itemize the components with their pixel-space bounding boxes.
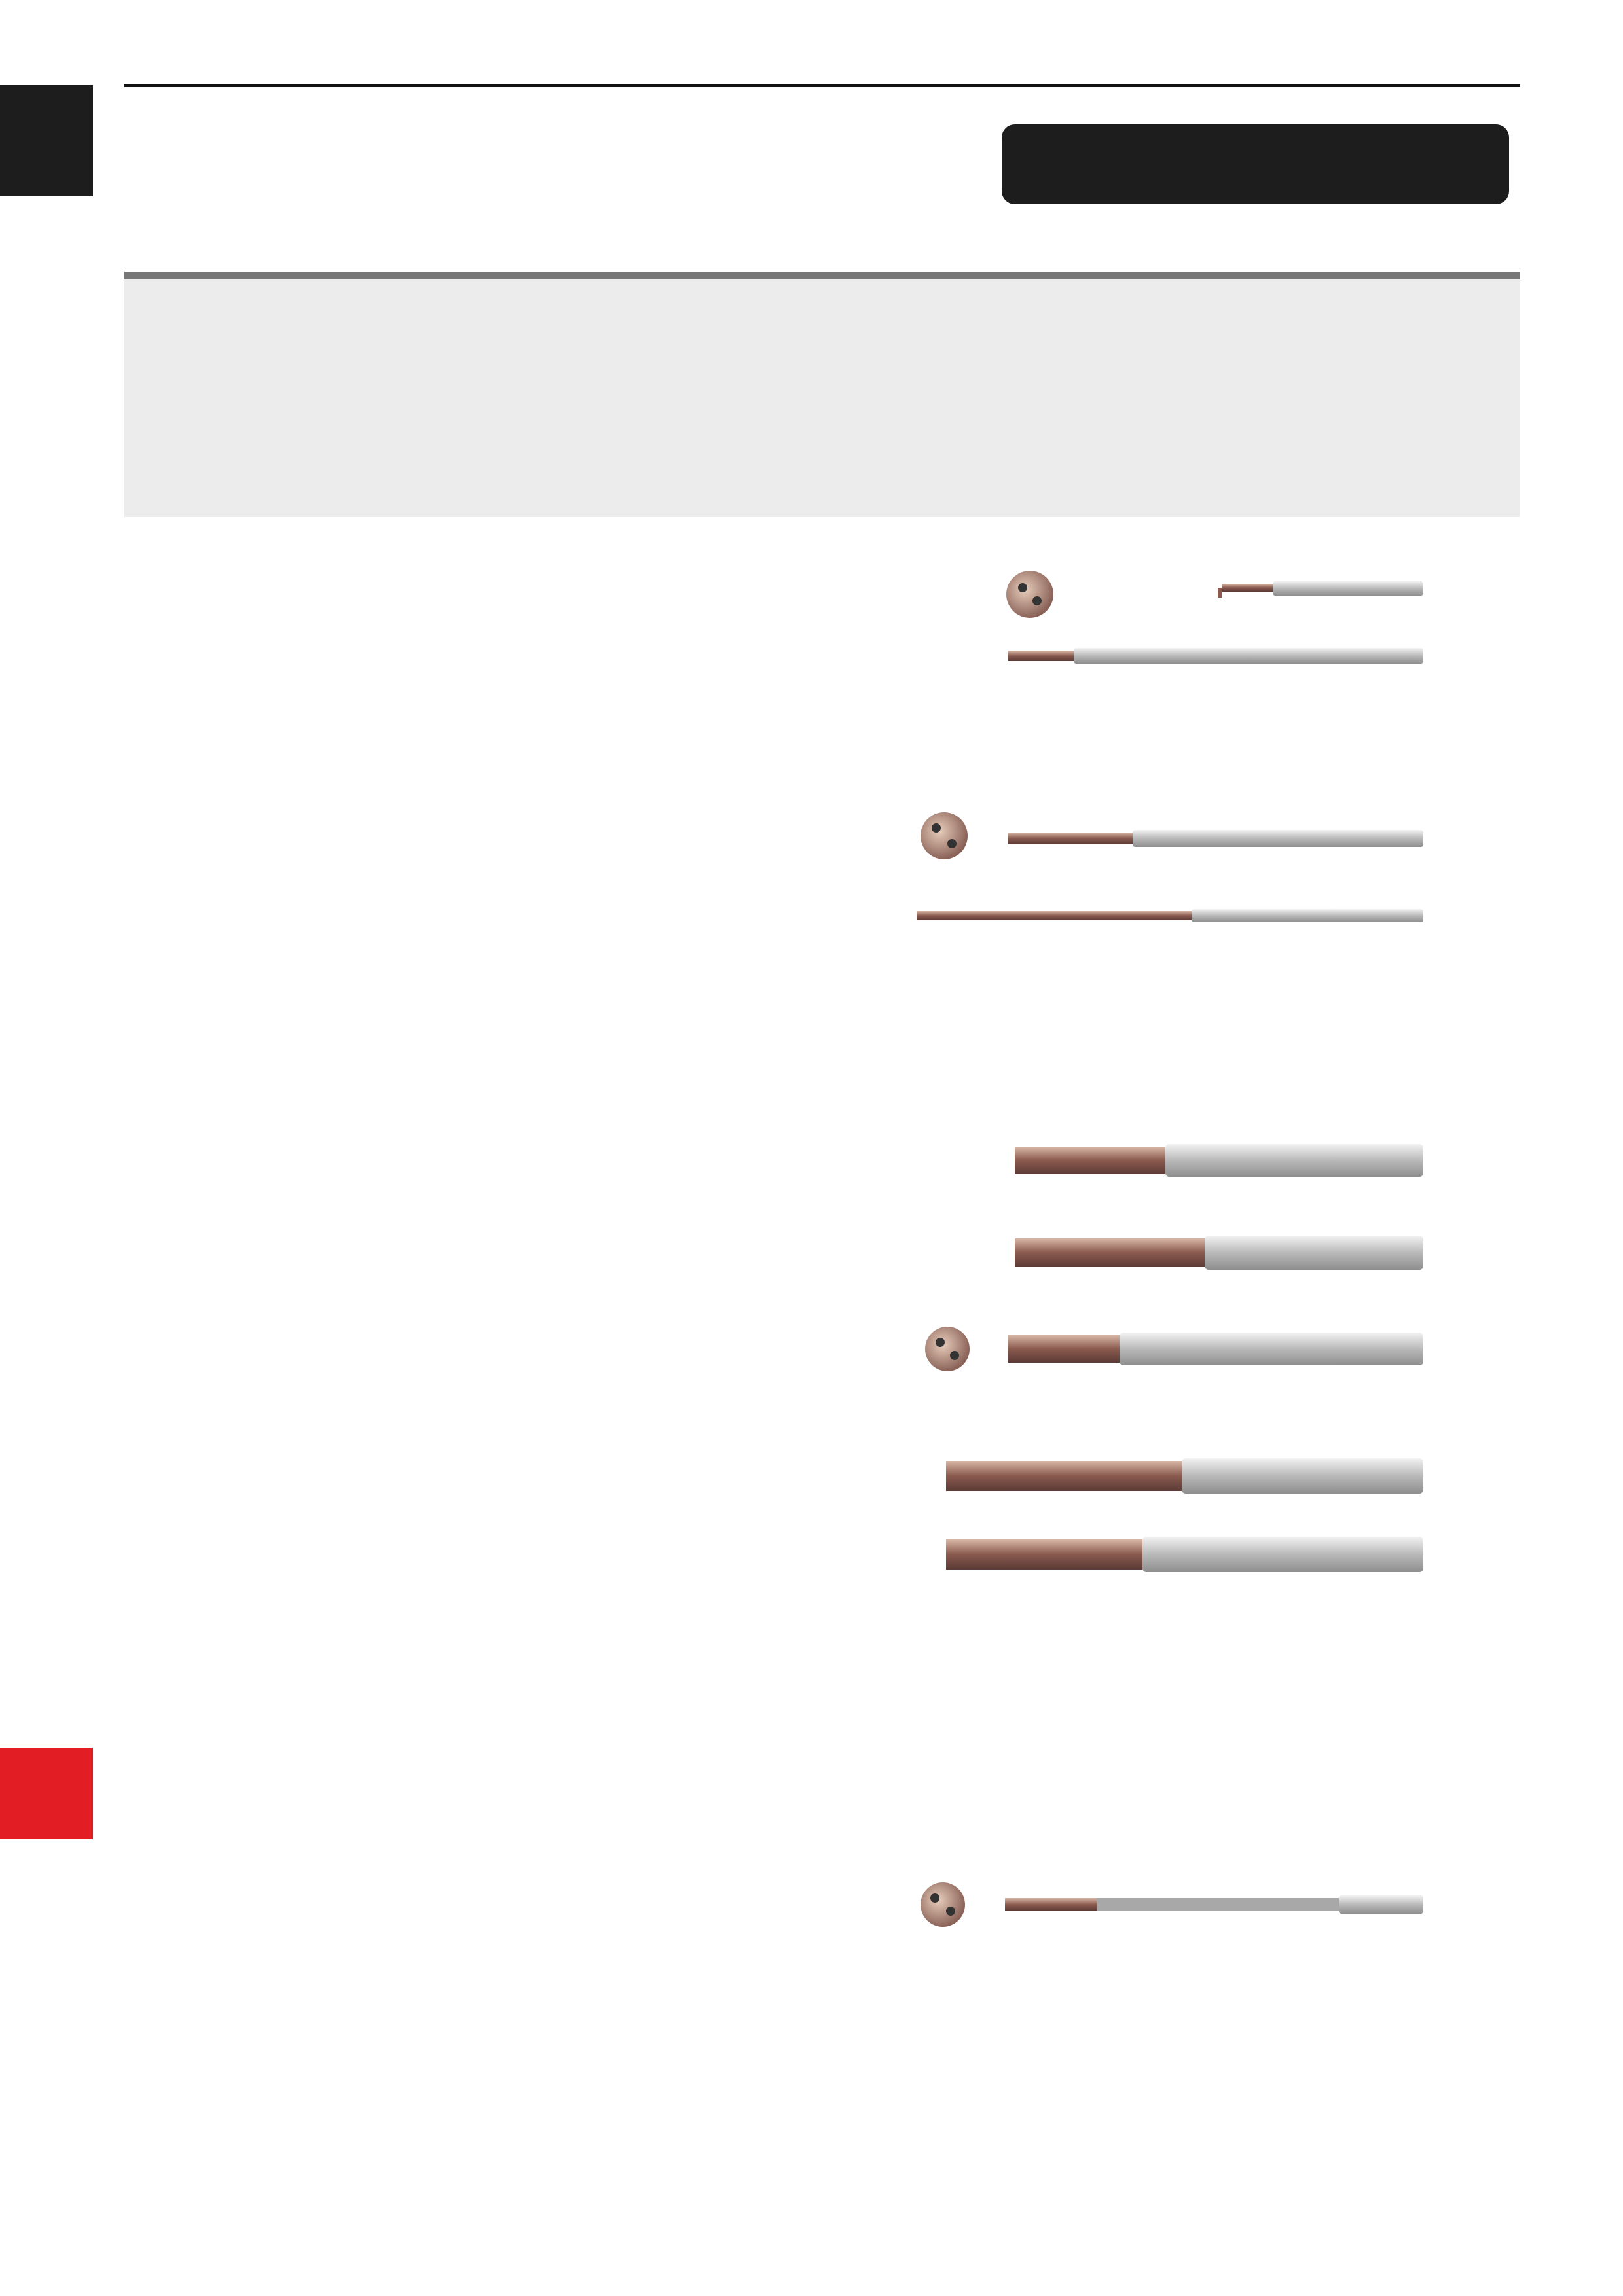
drill-end-view xyxy=(921,812,968,859)
drill-image-mvs-x05 xyxy=(946,1537,1423,1572)
drill-image-mve-x03 xyxy=(1015,1236,1423,1270)
drill-image-mvs-x12 xyxy=(1008,830,1423,847)
drill-image-mvs-x02-b xyxy=(1008,648,1423,664)
drill-image-mvs-x02-general xyxy=(1008,1333,1423,1365)
drill-image-mvs-x25-general xyxy=(1005,1895,1423,1914)
drill-image-mvs-x02-a xyxy=(1218,581,1423,598)
drill-image-mvs-x03 xyxy=(946,1458,1423,1494)
drill-end-view xyxy=(1006,571,1053,618)
drill-end-view xyxy=(925,1327,970,1371)
drill-image-mve-x02 xyxy=(1015,1144,1423,1177)
drill-end-view xyxy=(921,1882,965,1927)
drill-image-mvs-x25 xyxy=(917,909,1423,922)
p-section-tab[interactable] xyxy=(0,1748,93,1839)
drill-shape-illustrations xyxy=(877,518,1434,2181)
